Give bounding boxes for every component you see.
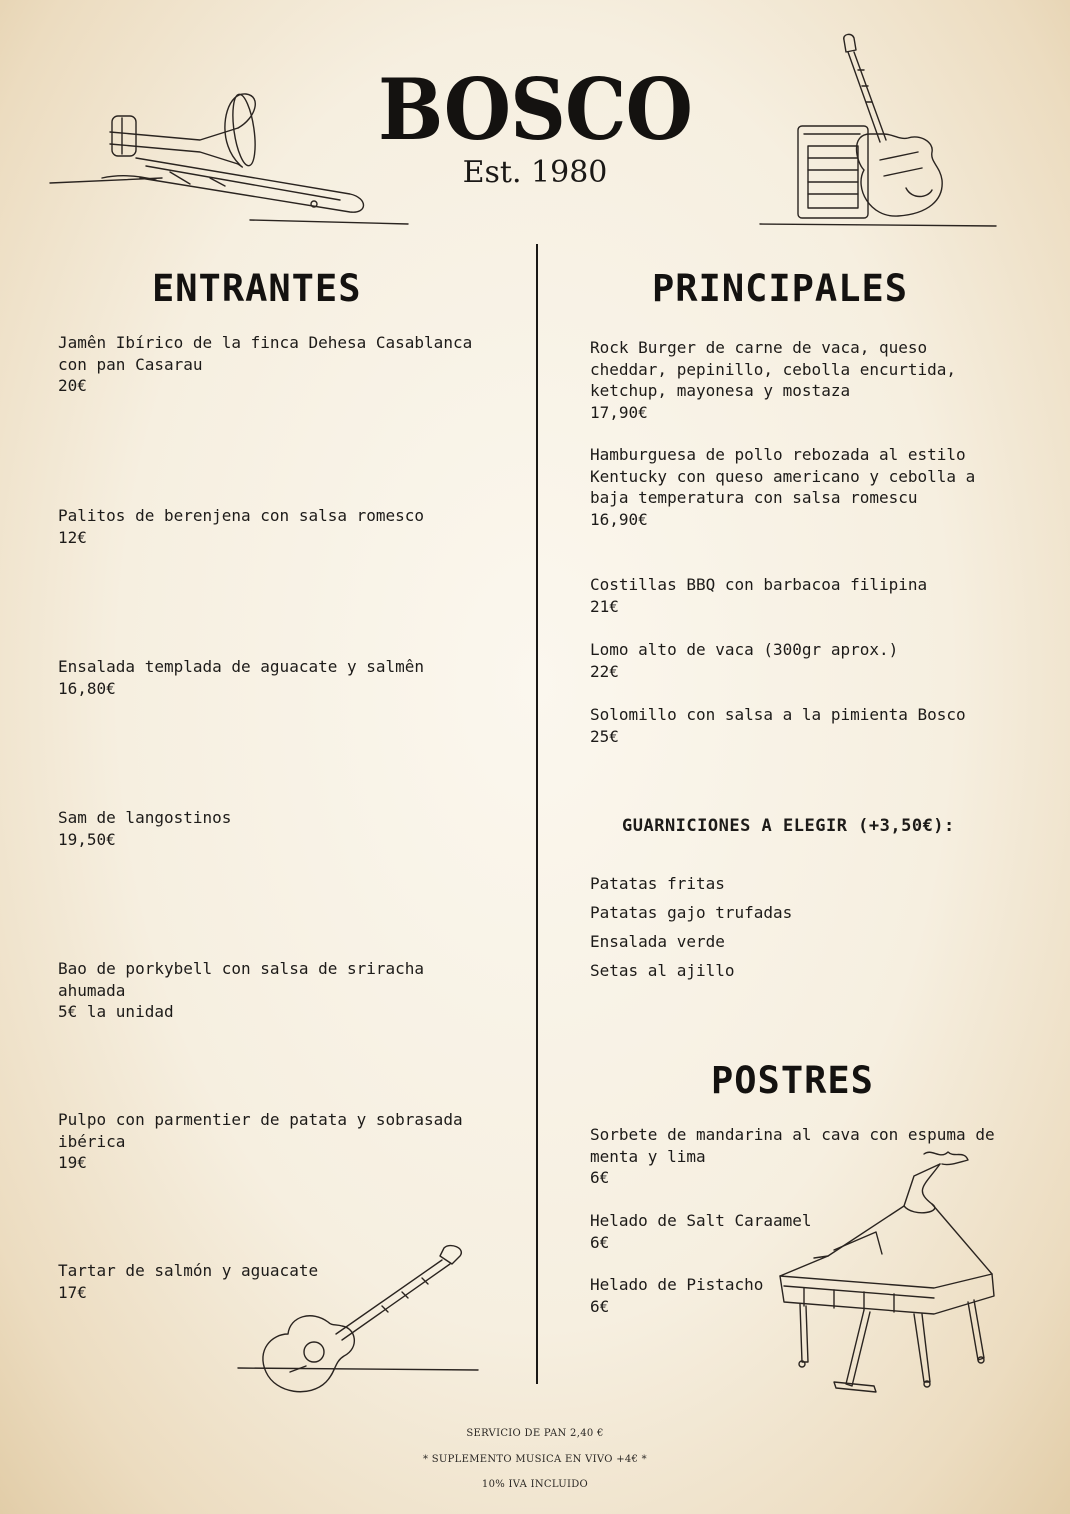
electric-guitar-amp-icon [760,30,1000,230]
menu-item-name: Solomillo con salsa a la pimienta Bosco [590,705,966,724]
side-item: Setas al ajillo [590,961,735,980]
menu-item [58,807,498,850]
menu-item-price: 20€ [58,376,87,395]
established-year: Est. 1980 [462,155,608,190]
menu-item [58,332,498,397]
menu-item-name: Lomo alto de vaca (300gr aprox.) [590,640,899,659]
guarniciones-title: GUARNICIONES A ELEGIR (+3,50€): [622,816,955,836]
restaurant-name: BOSCO [377,60,693,159]
live-music-note: * SUPLEMENTO MUSICA EN VIVO +4€ * [423,1454,647,1465]
menu-item-name: Rock Burger de carne de vaca, queso cheddar, pepinillo, cebolla encurtida, ketchup, mayonesa y mostaza [590,338,957,400]
menu-item-name: Helado de Pistacho [590,1275,764,1294]
trombone-icon [50,88,410,228]
side-item: Patatas fritas [590,874,725,893]
menu-item [58,958,498,1023]
menu-item-price: 17€ [58,1282,87,1302]
menu-item-price: 5€ la unidad [58,1002,174,1021]
menu-item [58,1109,498,1174]
side-item: Ensalada verde [590,932,725,951]
column-divider [536,244,538,1384]
menu-item [58,656,498,699]
menu-item-name: Tartar de salmón y aguacate [58,1261,319,1280]
entrantes-title: ENTRANTES [152,267,362,310]
menu-item-price: 6€ [590,1296,610,1316]
menu-item-price: 6€ [590,1232,610,1252]
bread-service-note: SERVICIO DE PAN 2,40 € [466,1428,604,1439]
menu-item [590,444,1010,530]
side-item: Patatas gajo trufadas [590,903,793,922]
menu-item-name: Costillas BBQ con barbacoa filipina [590,575,928,594]
principales-title: PRINCIPALES [652,267,909,310]
menu-item-name: Palitos de berenjena con salsa romesco [58,506,425,525]
menu-item-name: Jamên Ibírico de la finca Dehesa Casablanca con pan Casarau [58,333,473,374]
menu-item-price: 19,50€ [58,829,116,849]
grand-piano-icon [764,1146,1014,1396]
menu-item-name: Helado de Salt Caraamel [590,1211,812,1230]
acoustic-guitar-icon [232,1240,482,1400]
menu-item [590,337,1010,423]
menu-item-price: 6€ [590,1168,610,1187]
menu-item-name: Hamburguesa de pollo rebozada al estilo Kentucky con queso americano y cebolla a baja temperatura con salsa romescu [590,445,976,507]
tax-note: 10% IVA INCLUIDO [481,1479,589,1490]
postres-title: POSTRES [711,1059,874,1102]
menu-item-name: Sorbete de mandarina al cava con espuma de menta y lima [590,1125,995,1166]
menu-item [590,704,1010,747]
menu-item [590,574,1010,617]
menu-item-price: 19€ [58,1153,87,1172]
menu-item-name: Sam de langostinos [58,808,232,827]
menu-item-price: 22€ [590,661,619,681]
menu-item-price: 25€ [590,726,619,746]
menu-item-price: 16,90€ [590,509,648,529]
menu-item-name: Pulpo con parmentier de patata y sobrasada ibérica [58,1110,463,1151]
menu-item [58,505,498,548]
menu-item-price: 17,90€ [590,402,648,422]
menu-item-price: 12€ [58,527,87,547]
menu-item-name: Bao de porkybell con salsa de sriracha ahumada [58,959,425,1000]
menu-item-price: 21€ [590,596,619,616]
menu-item [590,639,1010,682]
menu-item-price: 16,80€ [58,678,116,698]
menu-item-name: Ensalada templada de aguacate y salmên [58,657,425,676]
